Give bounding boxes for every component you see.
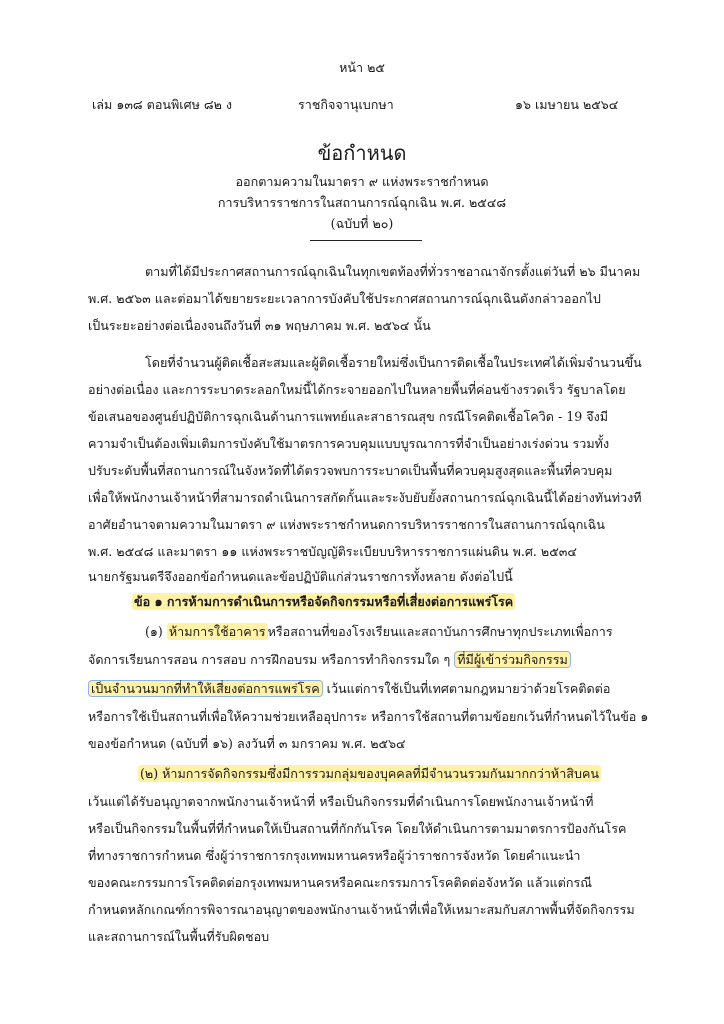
- item-1-line-1: [145, 622, 613, 642]
- document-title: ข้อกำหนด: [317, 141, 407, 165]
- clause-1-heading: [132, 592, 515, 612]
- item-1-line-5: ของข้อกำหนด (ฉบับที่ ๑๖) ลงวันที่ ๓ มกราคม พ.ศ. ๒๕๖๔: [88, 736, 406, 751]
- item-2-line: ที่ทางราชการกำหนด ซึ่งผู้ว่าราชการกรุงเทพมหานครหรือผู้ว่าราชการจังหวัด โดยคำแนะนำ: [88, 848, 581, 863]
- paragraph-2-line: ความจำเป็นต้องเพิ่มเติมการบังคับใช้มาตรการควบคุมแบบบูรณาการที่จำเป็นอย่างเร่งด่วน รวมทั้ง: [88, 436, 610, 451]
- page-number: หน้า ๒๕: [339, 60, 385, 75]
- item-2-line: ของคณะกรรมการโรคติดต่อกรุงเทพมหานครหรือคณะกรรมการโรคติดต่อจังหวัด แล้วแต่กรณี: [88, 875, 592, 890]
- paragraph-2-line: นายกรัฐมนตรีจึงออกข้อกำหนดและข้อปฏิบัติแก่ส่วนราชการทั้งหลาย ดังต่อไปนี้: [88, 569, 513, 584]
- item-2-highlight: (๒) ห้ามการจัดกิจกรรมซึ่งมีการรวมกลุ่มของบุคคลที่มีจำนวนรวมกันมากกว่าห้าสิบคน: [140, 766, 599, 781]
- item-2-line: กำหนดหลักเกณฑ์การพิจารณาอนุญาตของพนักงานเจ้าหน้าที่เพื่อให้เหมาะสมกับสภาพพื้นที่จัดกิจกรรม: [88, 902, 635, 917]
- item-2-line: เว้นแต่ได้รับอนุญาตจากพนักงานเจ้าหน้าที่ หรือเป็นกิจกรรมที่ดำเนินการโดยพนักงานเจ้าหน้าที่: [88, 794, 594, 809]
- item-1-line-3-text: เว้นแต่การใช้เป็นที่เทศตามกฎหมายว่าด้วยโรคติดต่อ: [326, 681, 611, 696]
- item-1-line-2-text: จัดการเรียนการสอน การสอบ การฝึกอบรม หรือการทำกิจกรรมใด ๆ: [88, 652, 451, 667]
- title-divider: [310, 240, 422, 241]
- paragraph-1-line: ตามที่ได้มีประกาศสถานการณ์ฉุกเฉินในทุกเขตท้องที่ทั่วราชอาณาจักรตั้งแต่วันที่ ๒๖ มีนาคม: [145, 264, 641, 279]
- clause-1-heading-text: ข้อ ๑ การห้ามการดำเนินการหรือจัดกิจกรรมหรือที่เสี่ยงต่อการแพร่โรค: [134, 594, 514, 609]
- item-1-highlight-risk: เป็นจำนวนมากที่ทำให้เสี่ยงต่อการแพร่โรค: [88, 680, 323, 697]
- item-1-number: (๑): [145, 624, 163, 639]
- item-1-line-1-text: หรือสถานที่ของโรงเรียนและสถาบันการศึกษาทุกประเภทเพื่อการ: [267, 624, 613, 639]
- paragraph-1-line: พ.ศ. ๒๕๖๓ และต่อมาได้ขยายระยะเวลาการบังคับใช้ประกาศสถานการณ์ฉุกเฉินดังกล่าวออกไป: [88, 291, 601, 306]
- item-2-line: และสถานการณ์ในพื้นที่รับผิดชอบ: [88, 929, 270, 944]
- paragraph-2-line: ข้อเสนอของศูนย์ปฏิบัติการฉุกเฉินด้านการแพทย์และสาธารณสุข กรณีโรคติดเชื้อโควิด - 19 จึงมี: [88, 409, 609, 424]
- item-2-heading: [138, 764, 601, 784]
- item-1-line-4: หรือการใช้เป็นสถานที่เพื่อให้ความช่วยเหลืออุปการะ หรือการใช้สถานที่ตามข้อยกเว้นที่กำหนดไว้ในข้อ ๑: [88, 709, 649, 724]
- paragraph-2-line: อย่างต่อเนื่อง และการระบาดระลอกใหม่นี้ได้กระจายออกไปในหลายพื้นที่ค่อนข้างรวดเร็ว รัฐบาลโดย: [88, 382, 626, 397]
- paragraph-2-line: อาศัยอำนาจตามความในมาตรา ๙ แห่งพระราชกำหนดการบริหารราชการในสถานการณ์ฉุกเฉิน: [88, 517, 605, 532]
- paragraph-2-line: พ.ศ. ๒๕๔๘ และมาตรา ๑๑ แห่งพระราชบัญญัติระเบียบบริหารราชการแผ่นดิน พ.ศ. ๒๕๓๔: [88, 544, 577, 559]
- item-1-highlight-participants: ที่มีผู้เข้าร่วมกิจกรรม: [454, 651, 571, 668]
- item-1-line-3: [88, 679, 610, 699]
- item-2-line: หรือเป็นกิจกรรมในพื้นที่ที่กำหนดให้เป็นสถานที่กักกันโรค โดยให้ดำเนินการตามมาตรการป้องกันโรค: [88, 821, 627, 836]
- item-1-line-2: [88, 650, 571, 670]
- issue-date: ๑๖ เมษายน ๒๕๖๔: [515, 97, 619, 112]
- subtitle-line-1: ออกตามความในมาตรา ๙ แห่งพระราชกำหนด: [235, 174, 489, 189]
- paragraph-1-line: เป็นระยะอย่างต่อเนื่องจนถึงวันที่ ๓๑ พฤษภาคม พ.ศ. ๒๕๖๔ นั้น: [88, 318, 431, 333]
- gazette-name: ราชกิจจานุเบกษา: [298, 97, 394, 112]
- paragraph-2-line: เพื่อให้พนักงานเจ้าหน้าที่สามารถดำเนินการสกัดกั้นและระงับยับยั้งสถานการณ์ฉุกเฉินนี้ได้อย่างทันท่วงที: [88, 490, 642, 505]
- paragraph-2-line: ปรับระดับพื้นที่สถานการณ์ในจังหวัดที่ได้ตรวจพบการระบาดเป็นพื้นที่ควบคุมสูงสุดและพื้นที่ควบคุม: [88, 463, 613, 478]
- paragraph-2-line: โดยที่จำนวนผู้ติดเชื้อสะสมและผู้ติดเชื้อรายใหม่ซึ่งเป็นการติดเชื้อในประเทศได้เพิ่มจำนวนขึ้น: [145, 355, 642, 370]
- subtitle-line-2: การบริหารราชการในสถานการณ์ฉุกเฉิน พ.ศ. ๒๕๔๘: [217, 195, 507, 210]
- volume-info: เล่ม ๑๓๘ ตอนพิเศษ ๘๒ ง: [92, 97, 233, 112]
- item-1-highlight-building: ห้ามการใช้อาคาร: [168, 624, 266, 639]
- subtitle-line-3: (ฉบับที่ ๒๐): [330, 216, 394, 231]
